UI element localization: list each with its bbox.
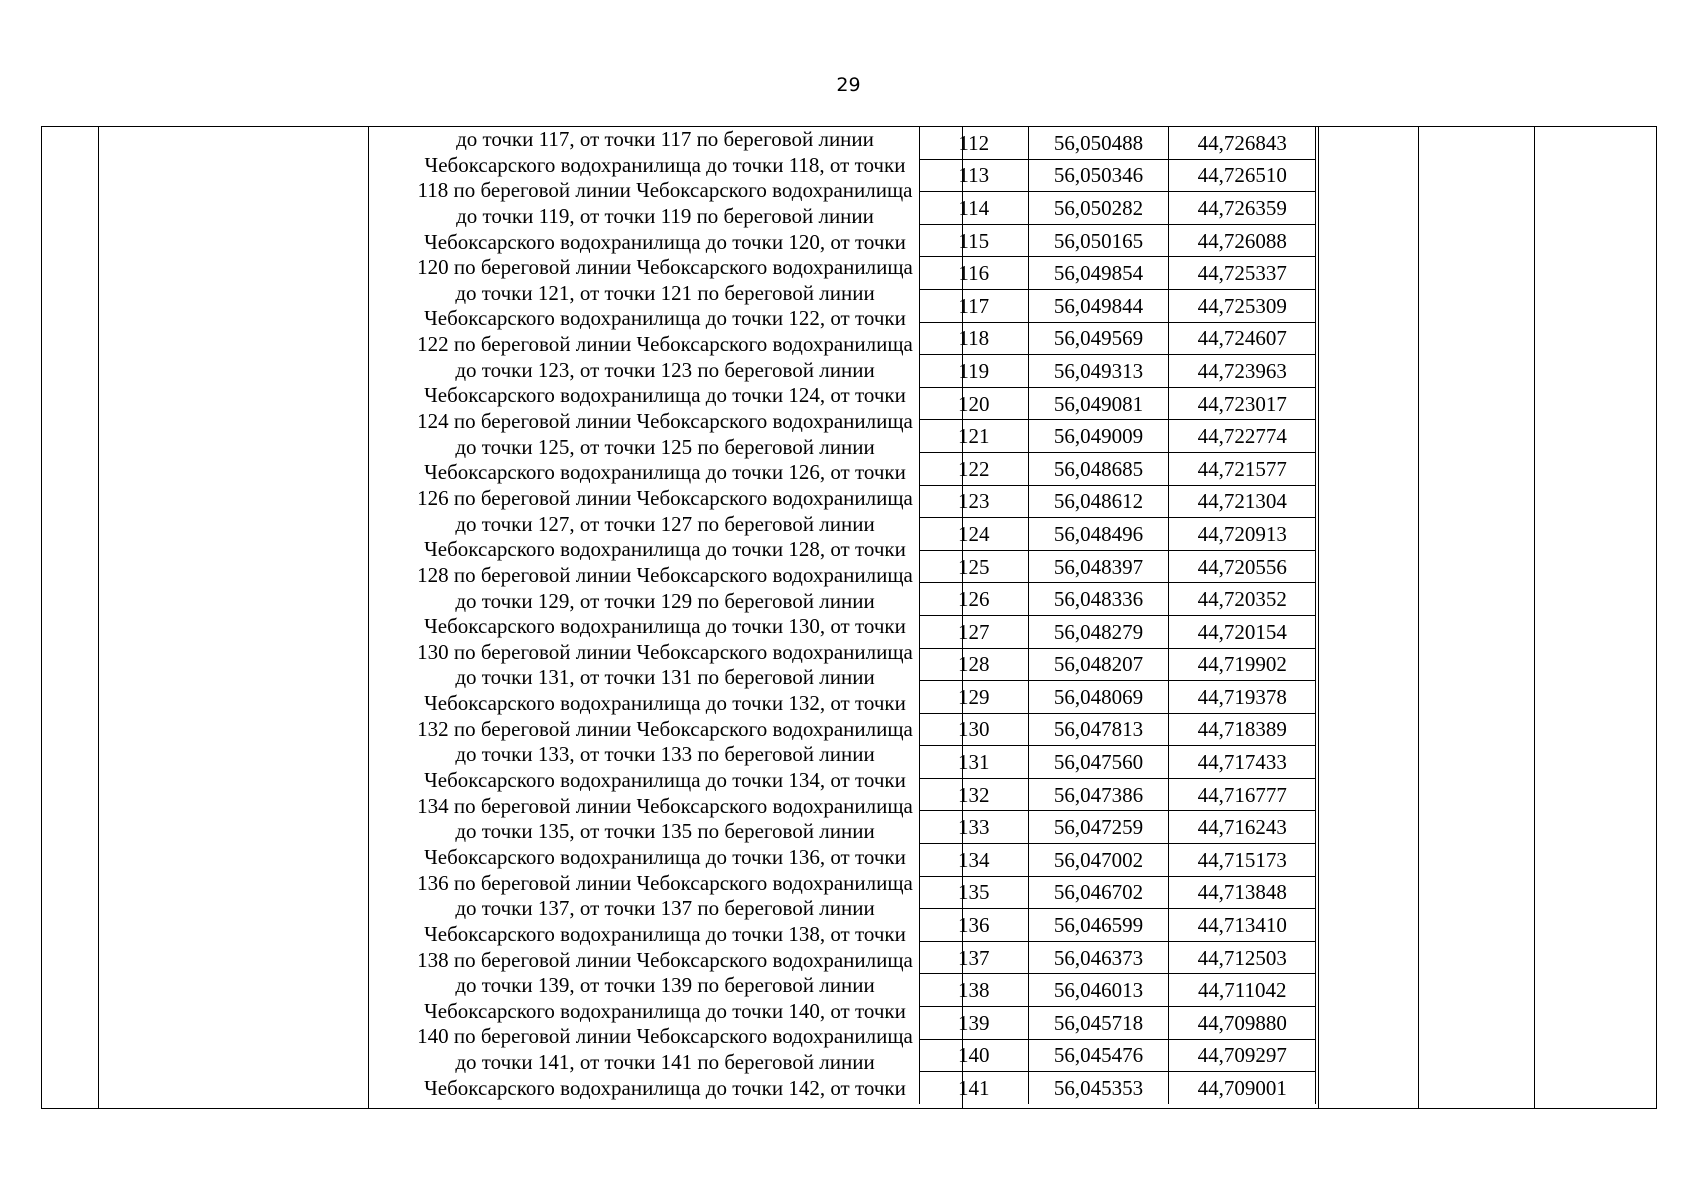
point-number-cell: 140 bbox=[920, 1039, 1029, 1072]
longitude-cell: 44,726510 bbox=[1169, 159, 1316, 192]
table-row bbox=[920, 909, 1316, 942]
point-number-cell: 128 bbox=[920, 648, 1029, 681]
table-row bbox=[920, 550, 1316, 583]
description-line: Чебоксарского водохранилища до точки 134, от точки bbox=[424, 768, 906, 793]
table-row bbox=[920, 159, 1316, 192]
point-number-cell: 134 bbox=[920, 844, 1029, 877]
description-line: до точки 127, от точки 127 по береговой линии bbox=[455, 511, 875, 536]
description-line: до точки 133, от точки 133 по береговой линии bbox=[455, 742, 875, 767]
description-line: до точки 119, от точки 119 по береговой линии bbox=[456, 203, 874, 228]
longitude-cell: 44,721577 bbox=[1169, 452, 1316, 485]
latitude-cell: 56,048207 bbox=[1028, 648, 1169, 681]
table-row bbox=[920, 387, 1316, 420]
latitude-cell: 56,048336 bbox=[1028, 583, 1169, 616]
latitude-cell: 56,049313 bbox=[1028, 355, 1169, 388]
latitude-cell: 56,045353 bbox=[1028, 1072, 1169, 1104]
point-number-cell: 122 bbox=[920, 452, 1029, 485]
table-row bbox=[920, 452, 1316, 485]
table-row bbox=[920, 1007, 1316, 1040]
latitude-cell: 56,050282 bbox=[1028, 192, 1169, 225]
point-number-cell: 131 bbox=[920, 746, 1029, 779]
description-line: до точки 121, от точки 121 по береговой линии bbox=[455, 280, 875, 305]
longitude-cell: 44,709001 bbox=[1169, 1072, 1316, 1104]
latitude-cell: 56,045718 bbox=[1028, 1007, 1169, 1040]
description-line: Чебоксарского водохранилища до точки 120, от точки bbox=[424, 229, 906, 254]
column-divider bbox=[1318, 127, 1319, 1108]
description-line: 136 по береговой линии Чебоксарского водохранилища bbox=[417, 870, 913, 895]
description-line: до точки 135, от точки 135 по береговой линии bbox=[455, 819, 875, 844]
table-row bbox=[920, 648, 1316, 681]
latitude-cell: 56,049569 bbox=[1028, 322, 1169, 355]
latitude-cell: 56,046599 bbox=[1028, 909, 1169, 942]
page-number: 29 bbox=[836, 74, 861, 96]
longitude-cell: 44,725309 bbox=[1169, 289, 1316, 322]
table-row bbox=[920, 778, 1316, 811]
description-line: до точки 123, от точки 123 по береговой линии bbox=[455, 357, 875, 382]
latitude-cell: 56,050165 bbox=[1028, 224, 1169, 257]
longitude-cell: 44,719378 bbox=[1169, 681, 1316, 714]
point-number-cell: 133 bbox=[920, 811, 1029, 844]
point-number-cell: 124 bbox=[920, 518, 1029, 551]
table-row bbox=[920, 322, 1316, 355]
longitude-cell: 44,718389 bbox=[1169, 713, 1316, 746]
table-row bbox=[920, 485, 1316, 518]
table-row bbox=[920, 518, 1316, 551]
description-line: 126 по береговой линии Чебоксарского водохранилища bbox=[417, 485, 913, 510]
latitude-cell: 56,050346 bbox=[1028, 159, 1169, 192]
table-row bbox=[920, 876, 1316, 909]
point-number-cell: 126 bbox=[920, 583, 1029, 616]
description-line: до точки 131, от точки 131 по береговой линии bbox=[455, 665, 875, 690]
point-number-cell: 120 bbox=[920, 387, 1029, 420]
latitude-cell: 56,048496 bbox=[1028, 518, 1169, 551]
boundary-table bbox=[41, 126, 1657, 1109]
description-line: Чебоксарского водохранилища до точки 142, от точки bbox=[424, 1075, 906, 1100]
point-number-cell: 117 bbox=[920, 289, 1029, 322]
point-number-cell: 116 bbox=[920, 257, 1029, 290]
table-row bbox=[920, 811, 1316, 844]
description-line: Чебоксарского водохранилища до точки 126, от точки bbox=[424, 460, 906, 485]
description-line: 122 по береговой линии Чебоксарского водохранилища bbox=[417, 332, 913, 357]
column-divider bbox=[1418, 127, 1419, 1108]
longitude-cell: 44,712503 bbox=[1169, 941, 1316, 974]
description-line: Чебоксарского водохранилища до точки 132, от точки bbox=[424, 691, 906, 716]
longitude-cell: 44,723963 bbox=[1169, 355, 1316, 388]
longitude-cell: 44,726843 bbox=[1169, 127, 1316, 159]
description-line: Чебоксарского водохранилища до точки 122, от точки bbox=[424, 306, 906, 331]
description-line: Чебоксарского водохранилища до точки 128, от точки bbox=[424, 537, 906, 562]
boundary-description bbox=[368, 127, 962, 1101]
longitude-cell: 44,715173 bbox=[1169, 844, 1316, 877]
latitude-cell: 56,049081 bbox=[1028, 387, 1169, 420]
description-line: 128 по береговой линии Чебоксарского водохранилища bbox=[417, 562, 913, 587]
table-row bbox=[920, 941, 1316, 974]
table-row bbox=[920, 583, 1316, 616]
description-line: Чебоксарского водохранилища до точки 130, от точки bbox=[424, 614, 906, 639]
point-number-cell: 112 bbox=[920, 127, 1029, 159]
description-line: 134 по береговой линии Чебоксарского водохранилища bbox=[417, 793, 913, 818]
longitude-cell: 44,720352 bbox=[1169, 583, 1316, 616]
latitude-cell: 56,048069 bbox=[1028, 681, 1169, 714]
latitude-cell: 56,047259 bbox=[1028, 811, 1169, 844]
point-number-cell: 130 bbox=[920, 713, 1029, 746]
point-number-cell: 129 bbox=[920, 681, 1029, 714]
point-number-cell: 136 bbox=[920, 909, 1029, 942]
table-row bbox=[920, 974, 1316, 1007]
table-row bbox=[920, 1039, 1316, 1072]
description-line: 118 по береговой линии Чебоксарского водохранилища bbox=[417, 178, 913, 203]
longitude-cell: 44,709297 bbox=[1169, 1039, 1316, 1072]
description-line: 124 по береговой линии Чебоксарского водохранилища bbox=[417, 409, 913, 434]
longitude-cell: 44,719902 bbox=[1169, 648, 1316, 681]
latitude-cell: 56,046013 bbox=[1028, 974, 1169, 1007]
latitude-cell: 56,048612 bbox=[1028, 485, 1169, 518]
description-line: Чебоксарского водохранилища до точки 140, от точки bbox=[424, 998, 906, 1023]
description-line: до точки 117, от точки 117 по береговой линии bbox=[456, 127, 874, 151]
table-row bbox=[920, 192, 1316, 225]
longitude-cell: 44,716243 bbox=[1169, 811, 1316, 844]
description-line: до точки 129, от точки 129 по береговой линии bbox=[455, 588, 875, 613]
point-number-cell: 114 bbox=[920, 192, 1029, 225]
point-number-cell: 121 bbox=[920, 420, 1029, 453]
table-row bbox=[920, 615, 1316, 648]
description-line: Чебоксарского водохранилища до точки 136, от точки bbox=[424, 844, 906, 869]
latitude-cell: 56,048397 bbox=[1028, 550, 1169, 583]
column-divider bbox=[98, 127, 99, 1108]
longitude-cell: 44,724607 bbox=[1169, 322, 1316, 355]
longitude-cell: 44,725337 bbox=[1169, 257, 1316, 290]
longitude-cell: 44,716777 bbox=[1169, 778, 1316, 811]
longitude-cell: 44,720913 bbox=[1169, 518, 1316, 551]
table-row bbox=[920, 127, 1316, 159]
description-line: 138 по береговой линии Чебоксарского водохранилища bbox=[417, 947, 913, 972]
point-number-cell: 132 bbox=[920, 778, 1029, 811]
longitude-cell: 44,713410 bbox=[1169, 909, 1316, 942]
point-number-cell: 119 bbox=[920, 355, 1029, 388]
longitude-cell: 44,717433 bbox=[1169, 746, 1316, 779]
latitude-cell: 56,050488 bbox=[1028, 127, 1169, 159]
longitude-cell: 44,726088 bbox=[1169, 224, 1316, 257]
point-number-cell: 113 bbox=[920, 159, 1029, 192]
description-line: Чебоксарского водохранилища до точки 138, от точки bbox=[424, 921, 906, 946]
latitude-cell: 56,047386 bbox=[1028, 778, 1169, 811]
coordinates-table bbox=[919, 127, 1316, 1104]
longitude-cell: 44,726359 bbox=[1169, 192, 1316, 225]
table-row bbox=[920, 844, 1316, 877]
point-number-cell: 137 bbox=[920, 941, 1029, 974]
description-line: 130 по береговой линии Чебоксарского водохранилища bbox=[417, 639, 913, 664]
longitude-cell: 44,721304 bbox=[1169, 485, 1316, 518]
table-row bbox=[920, 224, 1316, 257]
table-row bbox=[920, 420, 1316, 453]
latitude-cell: 56,046702 bbox=[1028, 876, 1169, 909]
latitude-cell: 56,047813 bbox=[1028, 713, 1169, 746]
table-row bbox=[920, 355, 1316, 388]
description-line: 120 по береговой линии Чебоксарского водохранилища bbox=[417, 255, 913, 280]
longitude-cell: 44,723017 bbox=[1169, 387, 1316, 420]
table-row bbox=[920, 289, 1316, 322]
longitude-cell: 44,722774 bbox=[1169, 420, 1316, 453]
point-number-cell: 141 bbox=[920, 1072, 1029, 1104]
point-number-cell: 135 bbox=[920, 876, 1029, 909]
point-number-cell: 115 bbox=[920, 224, 1029, 257]
description-line: до точки 141, от точки 141 по береговой линии bbox=[455, 1050, 875, 1075]
latitude-cell: 56,046373 bbox=[1028, 941, 1169, 974]
latitude-cell: 56,048685 bbox=[1028, 452, 1169, 485]
latitude-cell: 56,047560 bbox=[1028, 746, 1169, 779]
description-line: Чебоксарского водохранилища до точки 118, от точки bbox=[424, 152, 906, 177]
table-row bbox=[920, 681, 1316, 714]
description-line: 140 по береговой линии Чебоксарского водохранилища bbox=[417, 1024, 913, 1049]
latitude-cell: 56,049009 bbox=[1028, 420, 1169, 453]
longitude-cell: 44,711042 bbox=[1169, 974, 1316, 1007]
latitude-cell: 56,047002 bbox=[1028, 844, 1169, 877]
description-line: до точки 139, от точки 139 по береговой линии bbox=[455, 973, 875, 998]
point-number-cell: 139 bbox=[920, 1007, 1029, 1040]
table-row bbox=[920, 746, 1316, 779]
longitude-cell: 44,720556 bbox=[1169, 550, 1316, 583]
point-number-cell: 123 bbox=[920, 485, 1029, 518]
longitude-cell: 44,720154 bbox=[1169, 615, 1316, 648]
longitude-cell: 44,709880 bbox=[1169, 1007, 1316, 1040]
point-number-cell: 118 bbox=[920, 322, 1029, 355]
point-number-cell: 138 bbox=[920, 974, 1029, 1007]
point-number-cell: 127 bbox=[920, 615, 1029, 648]
description-line: до точки 125, от точки 125 по береговой линии bbox=[455, 434, 875, 459]
description-line: до точки 137, от точки 137 по береговой линии bbox=[455, 896, 875, 921]
latitude-cell: 56,049844 bbox=[1028, 289, 1169, 322]
table-row bbox=[920, 257, 1316, 290]
latitude-cell: 56,045476 bbox=[1028, 1039, 1169, 1072]
column-divider bbox=[1534, 127, 1535, 1108]
description-line: Чебоксарского водохранилища до точки 124, от точки bbox=[424, 383, 906, 408]
point-number-cell: 125 bbox=[920, 550, 1029, 583]
table-row bbox=[920, 1072, 1316, 1104]
latitude-cell: 56,049854 bbox=[1028, 257, 1169, 290]
table-row bbox=[920, 713, 1316, 746]
description-line: 132 по береговой линии Чебоксарского водохранилища bbox=[417, 716, 913, 741]
longitude-cell: 44,713848 bbox=[1169, 876, 1316, 909]
latitude-cell: 56,048279 bbox=[1028, 615, 1169, 648]
